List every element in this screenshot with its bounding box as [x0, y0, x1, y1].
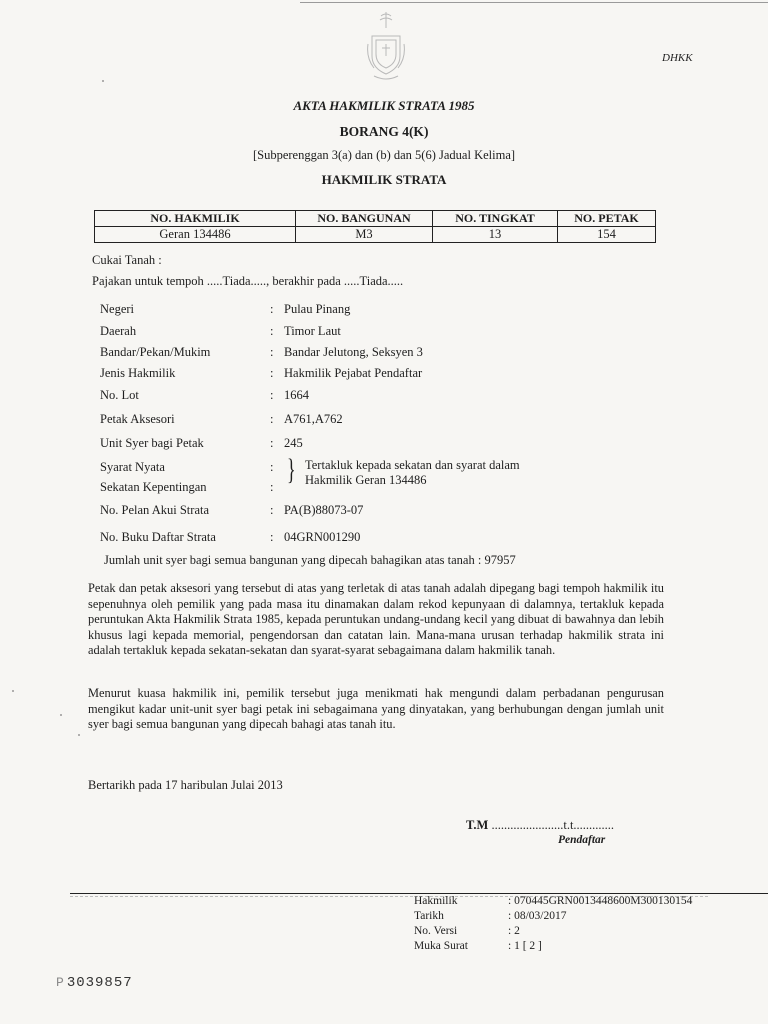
colon: :	[270, 503, 274, 517]
colon: :	[270, 412, 274, 426]
detail-row	[0, 345, 768, 361]
subsection-reference: [Subperenggan 3(a) dan (b) dan 5(6) Jadual Kelima]	[252, 148, 516, 162]
detail-value: 245	[284, 436, 303, 450]
colon: :	[270, 530, 274, 544]
lease-period: Pajakan untuk tempoh .....Tiada....., berakhir pada .....Tiada.....	[92, 274, 404, 288]
column-header: NO. HAKMILIK	[95, 211, 296, 227]
body-paragraph: Menurut kuasa hakmilik ini, pemilik tersebut juga menikmati hak mengundi dalam perbadanan pengurusan mengikut kadar unit-unit syer bagi petak ini sebagaimana yang dinyatakan, yang berhubungan dengan jumlah unit syer bagi semua bangunan yang dipecah bahagi atas tanah itu.	[88, 686, 664, 731]
coat-of-arms-icon	[364, 10, 408, 86]
signature-label: T.M	[466, 818, 489, 832]
detail-label: Daerah	[100, 324, 137, 338]
scan-speck	[78, 734, 80, 736]
table-cell: M3	[296, 227, 433, 243]
meta-value: : 1 [ 2 ]	[508, 940, 542, 952]
detail-value: A761,A762	[284, 412, 343, 426]
land-tax-label: Cukai Tanah :	[92, 253, 162, 267]
colon: :	[270, 324, 274, 338]
detail-row	[0, 503, 768, 519]
stamp-prefix: P	[56, 975, 65, 990]
detail-label: Bandar/Pekan/Mukim	[100, 345, 211, 359]
conditions-line: Tertakluk kepada sekatan dan syarat dalam	[305, 458, 520, 472]
meta-label: Hakmilik	[414, 895, 458, 907]
signature-line	[466, 818, 614, 833]
conditions-value	[305, 458, 520, 488]
table-cell: 13	[433, 227, 558, 243]
date-line: Bertarikh pada 17 haribulan Julai 2013	[88, 778, 283, 792]
detail-label: Petak Aksesori	[100, 412, 175, 426]
detail-row	[0, 412, 768, 428]
curly-brace-icon: }	[287, 453, 296, 486]
conditions-line: Hakmilik Geran 134486	[305, 473, 427, 487]
column-header: NO. PETAK	[558, 211, 656, 227]
title-id-table	[94, 210, 656, 243]
detail-row	[0, 324, 768, 340]
scan-speck	[60, 714, 62, 716]
detail-row	[0, 302, 768, 318]
detail-value: 1664	[284, 388, 309, 402]
form-number: BORANG 4(K)	[339, 124, 429, 139]
signature-dots: .......................t.t.............	[488, 818, 615, 832]
scan-speck	[12, 690, 14, 692]
detail-value: Timor Laut	[284, 324, 341, 338]
scan-speck	[102, 80, 104, 82]
body-paragraph: Petak dan petak aksesori yang tersebut di atas yang terletak di atas tanah adalah dipegang bagi tempoh hakmilik itu sepenuhnya oleh pemilik yang pada masa itu dinamakan dalam rekod kepunyaan di dalamnya, tertakluk kepada peruntukan Akta Hakmilik Strata 1985, kepada peruntukan undang-undang kecil yang dibuat di bawahnya dan lebih khusus lagi kepada memorial, pengendorsan dan catatan lain. Mana-mana urusan terhadap hakmilik strata ini adalah tertakluk kepada sekatan-sekatan dan syarat-syarat sebagaimana dalam hakmilik tanah.	[88, 581, 664, 657]
stamp-number: 3039857	[66, 975, 133, 991]
detail-label: No. Pelan Akui Strata	[100, 503, 210, 517]
detail-row	[0, 388, 768, 404]
detail-label: Jenis Hakmilik	[100, 366, 176, 380]
act-title: AKTA HAKMILIK STRATA 1985	[293, 98, 475, 113]
meta-label: Muka Surat	[414, 940, 468, 952]
detail-row	[0, 436, 768, 452]
colon: :	[270, 480, 274, 494]
detail-label: Sekatan Kepentingan	[100, 480, 207, 494]
table-cell: 154	[558, 227, 656, 243]
meta-value: : 08/03/2017	[508, 910, 567, 922]
detail-value: Bandar Jelutong, Seksyen 3	[284, 345, 423, 359]
detail-row	[0, 530, 768, 546]
colon: :	[270, 436, 274, 450]
document-code: DHKK	[662, 52, 693, 64]
top-border-line	[300, 2, 768, 3]
detail-label: Syarat Nyata	[100, 460, 165, 474]
meta-label: Tarikh	[414, 910, 444, 922]
meta-value: : 070445GRN0013448600M300130154	[508, 895, 693, 907]
colon: :	[270, 366, 274, 380]
column-header: NO. BANGUNAN	[296, 211, 433, 227]
signatory-title: Pendaftar	[558, 834, 606, 846]
table-header-row	[95, 211, 656, 227]
colon: :	[270, 302, 274, 316]
total-share-units: Jumlah unit syer bagi semua bangunan yang dipecah bahagikan atas tanah : 97957	[104, 553, 516, 567]
table-row	[95, 227, 656, 243]
colon: :	[270, 388, 274, 402]
detail-label: No. Buku Daftar Strata	[100, 530, 216, 544]
colon: :	[270, 460, 274, 474]
detail-label: Unit Syer bagi Petak	[100, 436, 204, 450]
meta-value: : 2	[508, 925, 520, 937]
detail-value: 04GRN001290	[284, 530, 361, 544]
detail-label: No. Lot	[100, 388, 139, 402]
detail-row	[0, 366, 768, 382]
detail-value: Pulau Pinang	[284, 302, 351, 316]
document-title: HAKMILIK STRATA	[321, 172, 447, 187]
detail-value: Hakmilik Pejabat Pendaftar	[284, 366, 423, 380]
detail-label: Negeri	[100, 302, 135, 316]
column-header: NO. TINGKAT	[433, 211, 558, 227]
serial-stamp	[56, 975, 133, 991]
meta-label: No. Versi	[414, 925, 458, 937]
detail-value: PA(B)88073-07	[284, 503, 364, 517]
colon: :	[270, 345, 274, 359]
table-cell: Geran 134486	[95, 227, 296, 243]
